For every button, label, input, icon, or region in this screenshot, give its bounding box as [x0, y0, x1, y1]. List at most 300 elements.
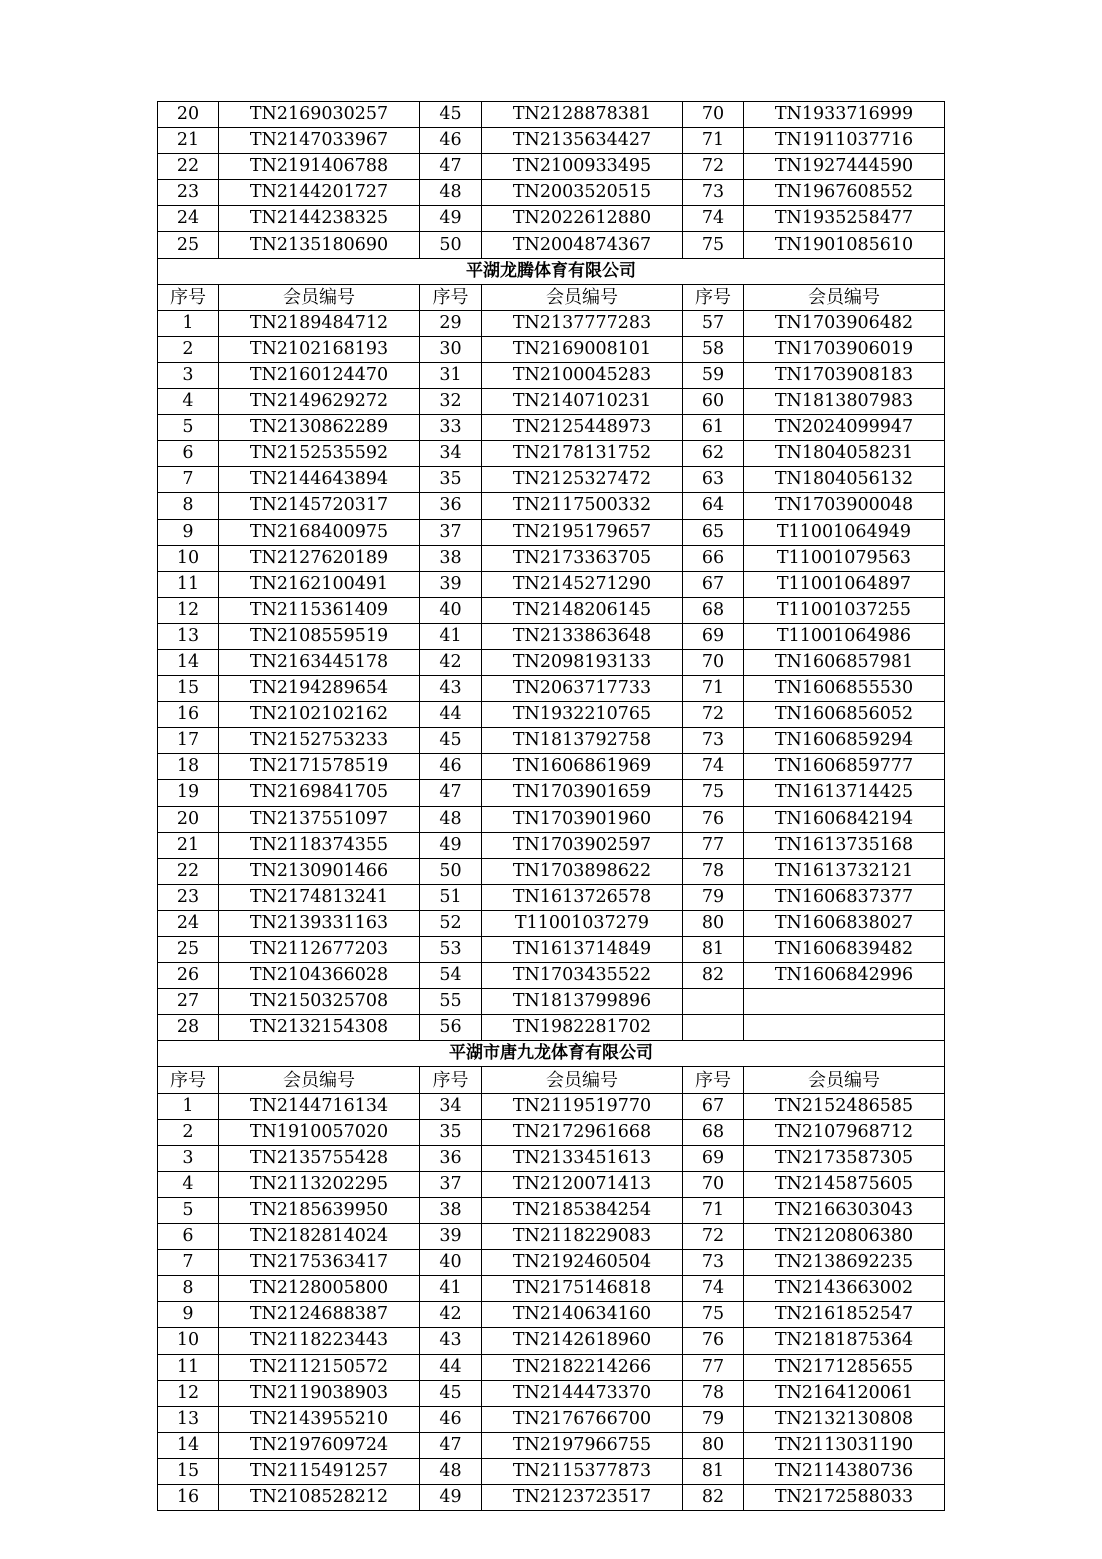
seq-cell: 50: [420, 232, 482, 258]
table-row: [158, 415, 945, 441]
member-id-cell: TN2145875605: [744, 1171, 945, 1197]
seq-cell: 10: [158, 545, 219, 571]
member-id-cell: TN1703900048: [744, 493, 945, 519]
seq-cell: 45: [420, 728, 482, 754]
member-id-cell: TN1932210765: [482, 702, 683, 728]
seq-cell: 7: [158, 1250, 219, 1276]
member-id-cell: TN2152535592: [219, 441, 420, 467]
seq-cell: 14: [158, 649, 219, 675]
seq-cell: 69: [683, 623, 744, 649]
seq-cell: 66: [683, 545, 744, 571]
seq-cell: 63: [683, 467, 744, 493]
seq-cell: 48: [420, 1458, 482, 1484]
table-row: [158, 858, 945, 884]
header-seq: 序号: [683, 284, 744, 310]
member-id-cell: TN2181875364: [744, 1328, 945, 1354]
table-row: [158, 884, 945, 910]
member-id-cell: TN1927444590: [744, 154, 945, 180]
seq-cell: 77: [683, 832, 744, 858]
member-id-cell: TN2115491257: [219, 1458, 420, 1484]
member-id-cell: TN2144473370: [482, 1380, 683, 1406]
member-id-cell: TN1613735168: [744, 832, 945, 858]
seq-cell: 11: [158, 1354, 219, 1380]
member-id-cell: TN2169030257: [219, 102, 420, 128]
seq-cell: 58: [683, 336, 744, 362]
member-id-cell: TN2120071413: [482, 1171, 683, 1197]
table-row: [158, 1302, 945, 1328]
seq-cell: 74: [683, 754, 744, 780]
seq-cell: 61: [683, 415, 744, 441]
table-row: [158, 389, 945, 415]
seq-cell: 5: [158, 1197, 219, 1223]
member-id-cell: TN1813799896: [482, 989, 683, 1015]
member-id-cell: TN1804058231: [744, 441, 945, 467]
seq-cell: 68: [683, 597, 744, 623]
member-id-cell: TN2197609724: [219, 1432, 420, 1458]
seq-cell: 6: [158, 1224, 219, 1250]
seq-cell: 12: [158, 597, 219, 623]
table-row: [158, 545, 945, 571]
seq-cell: 47: [420, 780, 482, 806]
seq-cell: 42: [420, 1302, 482, 1328]
seq-cell: 52: [420, 910, 482, 936]
seq-cell: 7: [158, 467, 219, 493]
seq-cell: 45: [420, 1380, 482, 1406]
seq-cell: 29: [420, 310, 482, 336]
header-member-id: 会员编号: [744, 1067, 945, 1093]
seq-cell: 9: [158, 519, 219, 545]
table-row: [158, 963, 945, 989]
table-row: [158, 336, 945, 362]
member-id-cell: TN2172588033: [744, 1484, 945, 1510]
member-id-cell: TN2102102162: [219, 702, 420, 728]
seq-cell: 16: [158, 702, 219, 728]
member-id-cell: T11001064986: [744, 623, 945, 649]
header-member-id: 会员编号: [219, 284, 420, 310]
seq-cell: 30: [420, 336, 482, 362]
member-id-cell: TN2118223443: [219, 1328, 420, 1354]
member-id-cell: TN2108559519: [219, 623, 420, 649]
seq-cell: 15: [158, 1458, 219, 1484]
member-id-cell: TN2194289654: [219, 676, 420, 702]
member-id-cell: TN1606855530: [744, 676, 945, 702]
seq-cell: 72: [683, 702, 744, 728]
seq-cell: 20: [158, 806, 219, 832]
table-row: [158, 1015, 945, 1041]
seq-cell: 81: [683, 937, 744, 963]
member-id-cell: TN1613732121: [744, 858, 945, 884]
member-id-cell: TN2104366028: [219, 963, 420, 989]
member-id-cell: TN2172961668: [482, 1119, 683, 1145]
table-row: [158, 102, 945, 128]
seq-cell: 11: [158, 571, 219, 597]
seq-cell: 23: [158, 884, 219, 910]
seq-cell: 39: [420, 571, 482, 597]
seq-cell: 73: [683, 180, 744, 206]
member-table: [157, 101, 945, 1511]
header-member-id: 会员编号: [482, 284, 683, 310]
member-id-cell: TN1703435522: [482, 963, 683, 989]
member-id-cell: TN1606857981: [744, 649, 945, 675]
table-row: [158, 1354, 945, 1380]
seq-cell: 62: [683, 441, 744, 467]
seq-cell: [683, 1015, 744, 1041]
member-id-cell: TN2162100491: [219, 571, 420, 597]
member-id-cell: TN1606859294: [744, 728, 945, 754]
seq-cell: 37: [420, 1171, 482, 1197]
seq-cell: 16: [158, 1484, 219, 1510]
table-row: [158, 180, 945, 206]
member-id-cell: TN2144716134: [219, 1093, 420, 1119]
seq-cell: 38: [420, 545, 482, 571]
member-id-cell: TN2164120061: [744, 1380, 945, 1406]
seq-cell: 64: [683, 493, 744, 519]
seq-cell: 56: [420, 1015, 482, 1041]
seq-cell: 79: [683, 1406, 744, 1432]
seq-cell: 1: [158, 310, 219, 336]
member-id-cell: TN1613714849: [482, 937, 683, 963]
column-header-row: [158, 284, 945, 310]
member-id-cell: TN1703901659: [482, 780, 683, 806]
seq-cell: 43: [420, 676, 482, 702]
member-id-cell: TN2102168193: [219, 336, 420, 362]
seq-cell: 72: [683, 1224, 744, 1250]
member-id-cell: TN2185639950: [219, 1197, 420, 1223]
seq-cell: 80: [683, 1432, 744, 1458]
seq-cell: 76: [683, 806, 744, 832]
seq-cell: 33: [420, 415, 482, 441]
seq-cell: 4: [158, 1171, 219, 1197]
section-title-row: [158, 258, 945, 284]
member-id-cell: TN2143663002: [744, 1276, 945, 1302]
member-id-cell: TN1606839482: [744, 937, 945, 963]
seq-cell: 49: [420, 832, 482, 858]
seq-cell: 34: [420, 441, 482, 467]
table-row: [158, 232, 945, 258]
seq-cell: 24: [158, 910, 219, 936]
seq-cell: 69: [683, 1145, 744, 1171]
seq-cell: 21: [158, 832, 219, 858]
member-id-cell: TN2125448973: [482, 415, 683, 441]
section-title: 平湖龙腾体育有限公司: [158, 258, 945, 284]
seq-cell: 3: [158, 1145, 219, 1171]
table-row: [158, 1145, 945, 1171]
member-id-cell: T11001064897: [744, 571, 945, 597]
seq-cell: 1: [158, 1093, 219, 1119]
member-id-cell: TN2130901466: [219, 858, 420, 884]
table-row: [158, 1119, 945, 1145]
seq-cell: 41: [420, 623, 482, 649]
section-title-row: [158, 1041, 945, 1067]
member-id-cell: TN1613726578: [482, 884, 683, 910]
seq-cell: 17: [158, 728, 219, 754]
member-id-cell: TN2100045283: [482, 362, 683, 388]
member-id-cell: TN2127620189: [219, 545, 420, 571]
table-row: [158, 623, 945, 649]
member-id-cell: TN2118229083: [482, 1224, 683, 1250]
table-row: [158, 780, 945, 806]
member-id-cell: [744, 1015, 945, 1041]
seq-cell: 49: [420, 206, 482, 232]
table-row: [158, 702, 945, 728]
seq-cell: 26: [158, 963, 219, 989]
member-id-cell: TN1703908183: [744, 362, 945, 388]
member-id-cell: TN2145720317: [219, 493, 420, 519]
seq-cell: 71: [683, 1197, 744, 1223]
seq-cell: 48: [420, 806, 482, 832]
table-row: [158, 989, 945, 1015]
table-row: [158, 910, 945, 936]
seq-cell: 74: [683, 206, 744, 232]
member-id-cell: TN1606856052: [744, 702, 945, 728]
table-row: [158, 310, 945, 336]
table-row: [158, 1406, 945, 1432]
table-row: [158, 937, 945, 963]
member-id-cell: TN2147033967: [219, 128, 420, 154]
member-id-cell: TN2174813241: [219, 884, 420, 910]
seq-cell: 45: [420, 102, 482, 128]
member-id-cell: TN1911037716: [744, 128, 945, 154]
seq-cell: 75: [683, 1302, 744, 1328]
member-id-cell: TN2133451613: [482, 1145, 683, 1171]
member-id-cell: TN2135180690: [219, 232, 420, 258]
member-id-cell: TN1813792758: [482, 728, 683, 754]
seq-cell: 67: [683, 571, 744, 597]
member-id-cell: TN2185384254: [482, 1197, 683, 1223]
member-id-cell: TN2135755428: [219, 1145, 420, 1171]
seq-cell: 35: [420, 467, 482, 493]
member-id-cell: TN1613714425: [744, 780, 945, 806]
member-id-cell: TN1901085610: [744, 232, 945, 258]
table-row: [158, 676, 945, 702]
header-seq: 序号: [158, 1067, 219, 1093]
seq-cell: 5: [158, 415, 219, 441]
seq-cell: 40: [420, 597, 482, 623]
seq-cell: 18: [158, 754, 219, 780]
seq-cell: 70: [683, 1171, 744, 1197]
member-id-cell: TN2175363417: [219, 1250, 420, 1276]
member-id-cell: TN2137777283: [482, 310, 683, 336]
member-id-cell: TN2100933495: [482, 154, 683, 180]
member-id-cell: TN2140634160: [482, 1302, 683, 1328]
member-id-cell: TN2144643894: [219, 467, 420, 493]
seq-cell: 71: [683, 128, 744, 154]
table-row: [158, 1093, 945, 1119]
seq-cell: 15: [158, 676, 219, 702]
seq-cell: 46: [420, 754, 482, 780]
table-row: [158, 1328, 945, 1354]
member-id-cell: TN2169841705: [219, 780, 420, 806]
member-id-cell: TN2063717733: [482, 676, 683, 702]
seq-cell: 14: [158, 1432, 219, 1458]
seq-cell: 23: [158, 180, 219, 206]
member-id-cell: TN2178131752: [482, 441, 683, 467]
seq-cell: 4: [158, 389, 219, 415]
seq-cell: 68: [683, 1119, 744, 1145]
seq-cell: 8: [158, 493, 219, 519]
table-row: [158, 1380, 945, 1406]
member-id-cell: TN2182814024: [219, 1224, 420, 1250]
seq-cell: 60: [683, 389, 744, 415]
member-id-cell: TN2119519770: [482, 1093, 683, 1119]
seq-cell: 43: [420, 1328, 482, 1354]
member-id-cell: TN1967608552: [744, 180, 945, 206]
member-id-cell: TN2161852547: [744, 1302, 945, 1328]
seq-cell: 73: [683, 1250, 744, 1276]
member-id-cell: TN2173587305: [744, 1145, 945, 1171]
member-id-cell: TN2118374355: [219, 832, 420, 858]
member-id-cell: T11001037279: [482, 910, 683, 936]
seq-cell: 20: [158, 102, 219, 128]
member-id-cell: TN2098193133: [482, 649, 683, 675]
member-id-cell: TN2168400975: [219, 519, 420, 545]
member-id-cell: TN1804056132: [744, 467, 945, 493]
seq-cell: 75: [683, 232, 744, 258]
member-id-cell: TN2191406788: [219, 154, 420, 180]
table-row: [158, 571, 945, 597]
member-id-cell: TN2171285655: [744, 1354, 945, 1380]
seq-cell: 42: [420, 649, 482, 675]
member-id-cell: TN2112677203: [219, 937, 420, 963]
seq-cell: 37: [420, 519, 482, 545]
seq-cell: 28: [158, 1015, 219, 1041]
member-id-cell: TN2003520515: [482, 180, 683, 206]
seq-cell: 13: [158, 623, 219, 649]
table-row: [158, 1224, 945, 1250]
member-id-cell: TN2112150572: [219, 1354, 420, 1380]
header-seq: 序号: [420, 284, 482, 310]
member-table-body: [158, 102, 945, 1511]
member-id-cell: TN1606859777: [744, 754, 945, 780]
member-id-cell: [744, 989, 945, 1015]
member-id-cell: TN2113202295: [219, 1171, 420, 1197]
member-id-cell: TN2144201727: [219, 180, 420, 206]
member-id-cell: TN1703901960: [482, 806, 683, 832]
seq-cell: 34: [420, 1093, 482, 1119]
member-id-cell: TN2128878381: [482, 102, 683, 128]
member-id-cell: T11001079563: [744, 545, 945, 571]
seq-cell: 70: [683, 102, 744, 128]
seq-cell: 31: [420, 362, 482, 388]
seq-cell: 40: [420, 1250, 482, 1276]
member-id-cell: TN2160124470: [219, 362, 420, 388]
seq-cell: 36: [420, 1145, 482, 1171]
seq-cell: 25: [158, 937, 219, 963]
seq-cell: 41: [420, 1276, 482, 1302]
seq-cell: 80: [683, 910, 744, 936]
member-id-cell: TN2195179657: [482, 519, 683, 545]
member-id-cell: TN2138692235: [744, 1250, 945, 1276]
member-id-cell: TN2142618960: [482, 1328, 683, 1354]
table-row: [158, 493, 945, 519]
member-id-cell: TN2125327472: [482, 467, 683, 493]
table-row: [158, 206, 945, 232]
seq-cell: 73: [683, 728, 744, 754]
member-id-cell: TN2166303043: [744, 1197, 945, 1223]
member-id-cell: TN1606837377: [744, 884, 945, 910]
table-row: [158, 1250, 945, 1276]
table-row: [158, 362, 945, 388]
header-member-id: 会员编号: [482, 1067, 683, 1093]
table-row: [158, 649, 945, 675]
table-row: [158, 1432, 945, 1458]
member-id-cell: TN2108528212: [219, 1484, 420, 1510]
seq-cell: 57: [683, 310, 744, 336]
member-id-cell: TN2171578519: [219, 754, 420, 780]
table-row: [158, 1458, 945, 1484]
member-id-cell: TN1910057020: [219, 1119, 420, 1145]
member-id-cell: TN2115377873: [482, 1458, 683, 1484]
member-id-cell: TN1813807983: [744, 389, 945, 415]
member-id-cell: TN2139331163: [219, 910, 420, 936]
seq-cell: 50: [420, 858, 482, 884]
seq-cell: 46: [420, 128, 482, 154]
member-id-cell: TN1606842996: [744, 963, 945, 989]
table-row: [158, 467, 945, 493]
seq-cell: 2: [158, 1119, 219, 1145]
seq-cell: 10: [158, 1328, 219, 1354]
seq-cell: 55: [420, 989, 482, 1015]
member-id-cell: TN2182214266: [482, 1354, 683, 1380]
section-title: 平湖市唐九龙体育有限公司: [158, 1041, 945, 1067]
header-seq: 序号: [158, 284, 219, 310]
seq-cell: 51: [420, 884, 482, 910]
seq-cell: 54: [420, 963, 482, 989]
member-id-cell: TN2189484712: [219, 310, 420, 336]
member-id-cell: TN2114380736: [744, 1458, 945, 1484]
member-id-cell: TN1606861969: [482, 754, 683, 780]
seq-cell: 46: [420, 1406, 482, 1432]
member-id-cell: TN2115361409: [219, 597, 420, 623]
seq-cell: 81: [683, 1458, 744, 1484]
table-row: [158, 1484, 945, 1510]
seq-cell: 21: [158, 128, 219, 154]
member-id-cell: TN2124688387: [219, 1302, 420, 1328]
member-id-cell: TN2130862289: [219, 415, 420, 441]
table-row: [158, 728, 945, 754]
table-row: [158, 1197, 945, 1223]
seq-cell: 53: [420, 937, 482, 963]
member-id-cell: TN2152753233: [219, 728, 420, 754]
member-id-cell: TN2135634427: [482, 128, 683, 154]
member-id-cell: TN2024099947: [744, 415, 945, 441]
seq-cell: 39: [420, 1224, 482, 1250]
table-row: [158, 832, 945, 858]
member-id-cell: TN1982281702: [482, 1015, 683, 1041]
seq-cell: 38: [420, 1197, 482, 1223]
seq-cell: 19: [158, 780, 219, 806]
member-id-cell: TN1606838027: [744, 910, 945, 936]
member-id-cell: TN2143955210: [219, 1406, 420, 1432]
seq-cell: 2: [158, 336, 219, 362]
seq-cell: 35: [420, 1119, 482, 1145]
seq-cell: 44: [420, 702, 482, 728]
seq-cell: 12: [158, 1380, 219, 1406]
member-id-cell: TN2197966755: [482, 1432, 683, 1458]
member-id-cell: TN2132130808: [744, 1406, 945, 1432]
member-id-cell: TN2004874367: [482, 232, 683, 258]
seq-cell: 8: [158, 1276, 219, 1302]
header-member-id: 会员编号: [219, 1067, 420, 1093]
seq-cell: 70: [683, 649, 744, 675]
member-id-cell: TN2132154308: [219, 1015, 420, 1041]
table-row: [158, 128, 945, 154]
seq-cell: 75: [683, 780, 744, 806]
seq-cell: 36: [420, 493, 482, 519]
table-row: [158, 754, 945, 780]
member-id-cell: TN2140710231: [482, 389, 683, 415]
seq-cell: 71: [683, 676, 744, 702]
